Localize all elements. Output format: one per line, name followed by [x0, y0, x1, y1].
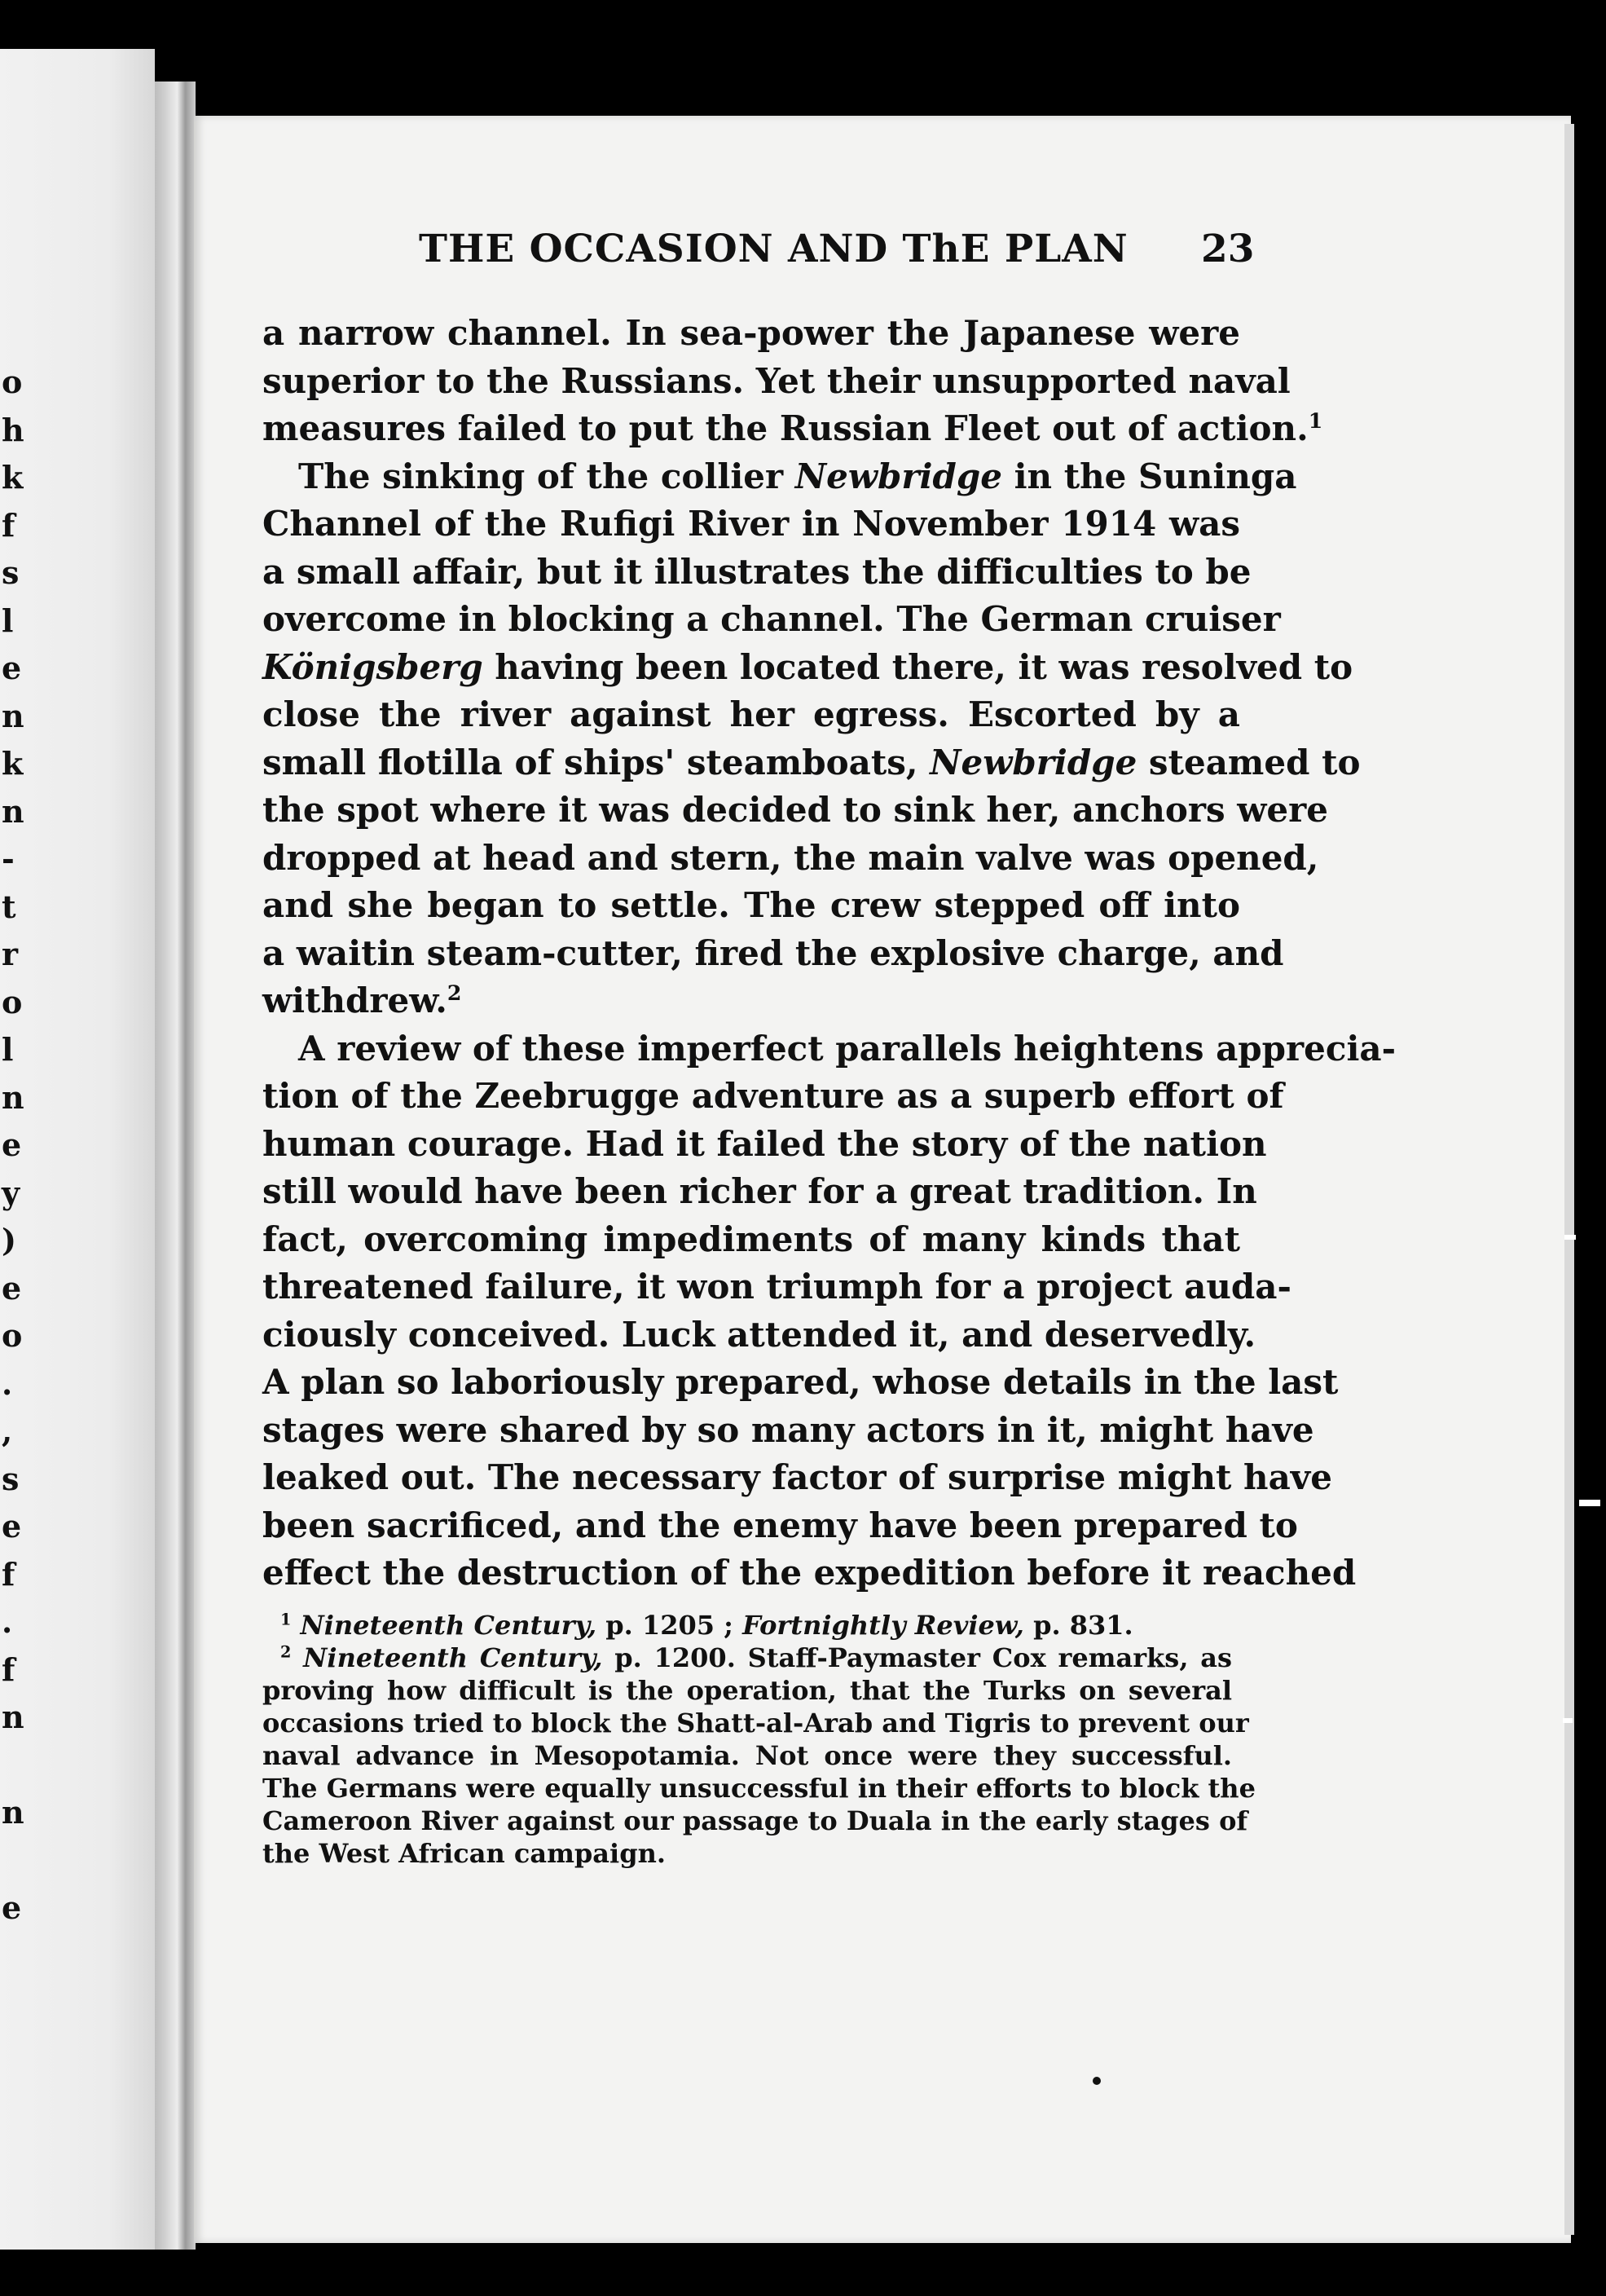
- edge-letter: n: [2, 1078, 24, 1116]
- edge-letter: [0, 1742, 20, 1790]
- text-line: threatened failure, it won triumph for a project auda-: [262, 1267, 1291, 1307]
- edge-letter: ): [2, 1222, 16, 1258]
- running-head: THE OCCASION AND ThE PLAN: [419, 227, 1129, 271]
- text-line: a small affair, but it illustrates the difficulties to be: [262, 551, 1252, 592]
- scan-speck: [1579, 1500, 1600, 1506]
- text-line: A plan so laboriously prepared, whose details in the last: [262, 1362, 1339, 1402]
- footnote-mark: 2: [447, 981, 462, 1005]
- text-line: and she began to settle. The crew stepped off into: [262, 885, 1240, 925]
- text-line: withdrew.$^2$: [262, 981, 462, 1020]
- text-line: measures failed to put the Russian Fleet out of action.$^1$: [262, 408, 1323, 448]
- edge-letter: -: [2, 840, 15, 877]
- edge-letter: k: [2, 459, 24, 496]
- edge-letter: o: [2, 364, 23, 400]
- edge-letter: h: [2, 411, 24, 448]
- edge-letter: s: [2, 1460, 20, 1497]
- text-line: overcome in blocking a channel. The German cruiser: [262, 599, 1281, 639]
- text-line: Channel of the Rufigi River in November 1914 was: [262, 504, 1240, 544]
- footnote-line: occasions tried to block the Shatt-al-Arab and Tigris to prevent our: [262, 1708, 1249, 1739]
- edge-letter: o: [2, 1317, 23, 1354]
- text-line: ciously conceived. Luck attended it, and deservedly.: [262, 1314, 1256, 1355]
- edge-letter: t: [2, 888, 16, 925]
- left-page-edge-letters: [0, 359, 24, 1932]
- edge-letter: y: [2, 1174, 20, 1211]
- text-line: effect the destruction of the expedition before it reached: [262, 1553, 1357, 1593]
- footnote-1: $^1$ Nineteenth Century, p. 1205 ; Fortnightly Review, p. 831.: [280, 1610, 1133, 1641]
- footnote-line: the West African campaign.: [262, 1838, 666, 1869]
- footnote-line: proving how difficult is the operation, that the Turks on several: [262, 1675, 1232, 1706]
- text-line: A review of these imperfect parallels heightens apprecia-: [298, 1028, 1397, 1069]
- edge-letter: s: [2, 554, 20, 591]
- edge-letter: e: [2, 1889, 22, 1926]
- text-line: human courage. Had it failed the story of the nation: [262, 1123, 1267, 1164]
- edge-letter: f: [2, 506, 15, 544]
- edge-letter: l: [2, 602, 14, 639]
- text-line: small flotilla of ships' steamboats, Newbridge steamed to: [262, 742, 1361, 782]
- footnote-2: $^2$ Nineteenth Century, p. 1200. Staff-Paymaster Cox remarks, as: [280, 1642, 1233, 1673]
- footnotes: [262, 1609, 1256, 1870]
- page-number: 23: [1201, 227, 1255, 271]
- edge-letter: k: [2, 745, 24, 782]
- edge-letter: r: [2, 936, 19, 972]
- edge-letter: e: [2, 1508, 22, 1545]
- edge-letter: .: [2, 1364, 13, 1402]
- edge-letter: n: [2, 1794, 24, 1831]
- edge-letter: o: [2, 983, 23, 1020]
- text-line: tion of the Zeebrugge adventure as a superb effort of: [262, 1076, 1284, 1116]
- text-line: fact, overcoming impediments of many kinds that: [262, 1219, 1240, 1259]
- text-line: stages were shared by so many actors in it, might have: [262, 1409, 1314, 1450]
- text-line: still would have been richer for a great tradition. In: [262, 1171, 1257, 1211]
- text-line: Königsberg having been located there, it was resolved to: [262, 646, 1353, 687]
- edge-letter: e: [2, 1269, 22, 1307]
- edge-letter: n: [2, 1699, 24, 1735]
- text-line: dropped at head and stern, the main valve was opened,: [262, 837, 1319, 878]
- footnote-line: naval advance in Mesopotamia. Not once were they successful.: [262, 1740, 1232, 1771]
- body-text: [262, 310, 1397, 1598]
- scan-speck: [1563, 1718, 1573, 1723]
- left-facing-page: [0, 49, 155, 2250]
- text-line: a waitin steam-cutter, fired the explosive charge, and: [262, 932, 1284, 973]
- edge-letter: n: [2, 697, 24, 734]
- text-line: the spot where it was decided to sink her, anchors were: [262, 790, 1328, 830]
- edge-letter: ,: [2, 1412, 13, 1449]
- edge-letter: e: [2, 1126, 22, 1163]
- footnote-mark: 1: [1308, 408, 1323, 433]
- text-line: close the river against her egress. Escorted by a: [262, 694, 1240, 734]
- text-line: a narrow channel. In sea-power the Japanese were: [262, 313, 1240, 353]
- text-line: The sinking of the collier Newbridge in the Suninga: [298, 456, 1297, 496]
- page-edge: [1564, 124, 1574, 2235]
- edge-letter: n: [2, 792, 24, 830]
- scan-speck: [1564, 1235, 1576, 1240]
- edge-letter: .: [2, 1603, 13, 1640]
- edge-letter: f: [2, 1650, 15, 1688]
- edge-letter: [0, 1837, 20, 1885]
- text-line: leaked out. The necessary factor of surprise might have: [262, 1457, 1332, 1497]
- footnote-line: The Germans were equally unsuccessful in their efforts to block the: [262, 1773, 1256, 1804]
- edge-letter: e: [2, 650, 22, 686]
- text-line: been sacrificed, and the enemy have been prepared to: [262, 1505, 1298, 1545]
- edge-letter: l: [2, 1031, 14, 1068]
- ink-dot: [1093, 2077, 1101, 2085]
- edge-letter: f: [2, 1555, 15, 1593]
- book-gutter: [155, 82, 196, 2250]
- text-line: superior to the Russians. Yet their unsupported naval: [262, 360, 1291, 401]
- footnote-line: Cameroon River against our passage to Duala in the early stages of: [262, 1805, 1248, 1836]
